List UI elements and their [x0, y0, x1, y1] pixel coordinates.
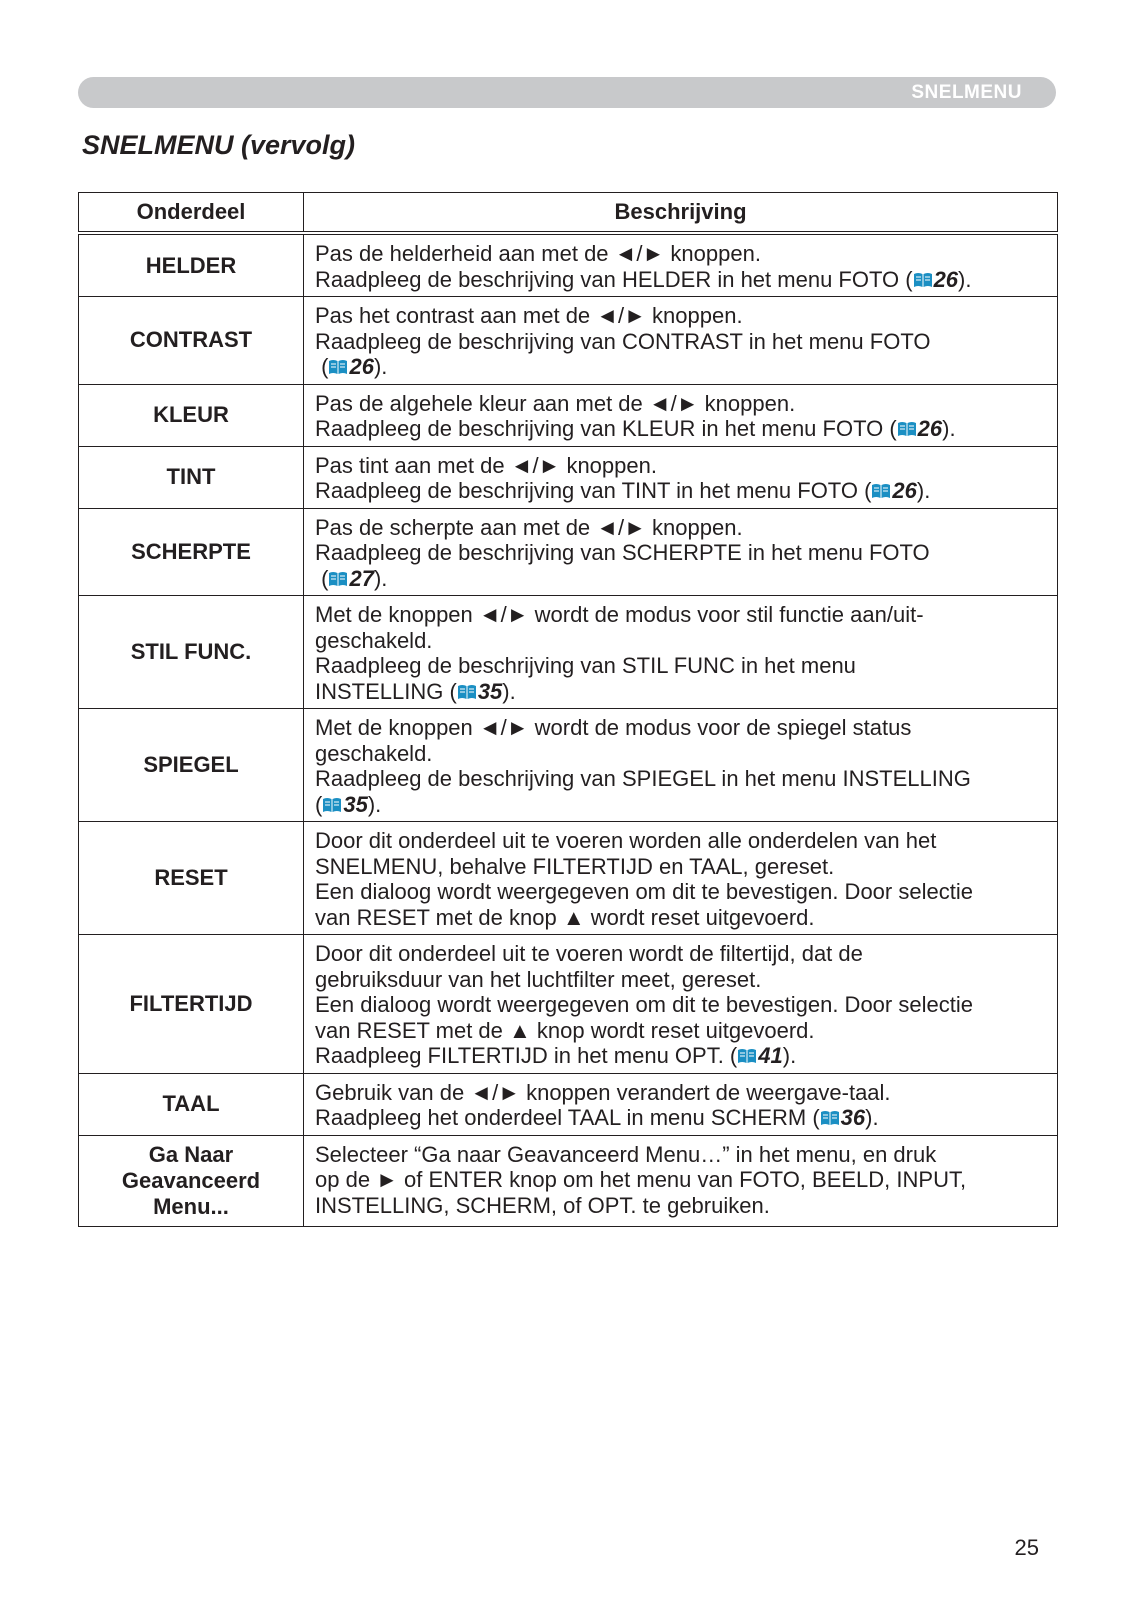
description-line	[315, 1105, 1047, 1131]
description-text: Pas de helderheid aan met de ◄/► knoppen.	[315, 241, 761, 266]
item-name: TAAL	[79, 1073, 304, 1135]
description-line	[315, 515, 1047, 541]
description-line	[315, 715, 1047, 741]
description-line	[315, 905, 1047, 931]
section-label: SNELMENU	[911, 82, 1022, 103]
description-line	[315, 303, 1047, 329]
page-reference: 26	[892, 478, 917, 503]
description-text: ).	[958, 266, 972, 292]
description-text: Pas het contrast aan met de ◄/► knoppen.	[315, 303, 743, 328]
description-line	[315, 1193, 1047, 1219]
description-line	[315, 1018, 1047, 1044]
description-line	[315, 792, 1047, 818]
book-reference-icon	[897, 418, 917, 436]
book-reference-icon	[322, 794, 342, 812]
description-text: ).	[942, 416, 956, 441]
item-name: CONTRAST	[79, 297, 304, 385]
description-text: INSTELLING, SCHERM, of OPT. te gebruiken.	[315, 1192, 770, 1218]
description-text: Een dialoog wordt weergegeven om dit te bevestigen. Door selectie	[315, 879, 973, 904]
book-reference-icon	[457, 681, 477, 699]
book-reference-icon	[820, 1107, 840, 1125]
book-reference-icon	[328, 568, 348, 586]
description-text: Door dit onderdeel uit te voeren wordt de filtertijd, dat de	[315, 941, 863, 966]
item-description	[304, 297, 1058, 385]
description-text: Raadpleeg de beschrijving van TINT in het menu FOTO (	[315, 478, 872, 503]
description-line	[315, 679, 1047, 705]
description-text: ).	[916, 478, 931, 503]
table-row	[79, 709, 1058, 822]
item-name: SCHERPTE	[79, 508, 304, 596]
table-row	[79, 1135, 1058, 1226]
item-name: FILTERTIJD	[79, 935, 304, 1074]
item-description	[304, 596, 1058, 709]
item-description	[304, 508, 1058, 596]
item-name-line: Menu...	[153, 1193, 229, 1219]
description-line	[315, 741, 1047, 767]
description-text: INSTELLING (	[315, 678, 457, 704]
item-name: SPIEGEL	[79, 709, 304, 822]
description-line	[315, 992, 1047, 1018]
description-line	[315, 267, 1047, 293]
table-row	[79, 822, 1058, 935]
description-text: Pas de algehele kleur aan met de ◄/► knoppen.	[315, 390, 796, 416]
item-name-line: Ga Naar	[148, 1141, 234, 1167]
description-line	[315, 453, 1047, 479]
description-text: Raadpleeg de beschrijving van SPIEGEL in het menu INSTELLING	[315, 766, 971, 791]
table-row	[79, 935, 1058, 1074]
description-line	[315, 653, 1047, 679]
description-text: ).	[865, 1105, 879, 1130]
page-title: SNELMENU (vervolg)	[82, 130, 356, 160]
description-text: ).	[782, 1043, 797, 1068]
description-text: op de ► of ENTER knop om het menu van FOTO, BEELD, INPUT,	[315, 1167, 967, 1192]
description-text: (	[315, 354, 329, 379]
description-text: Met de knoppen ◄/► wordt de modus voor stil functie aan/uit-	[315, 602, 924, 627]
description-text: Selecteer “Ga naar Geavanceerd Menu…” in het menu, en druk	[315, 1141, 937, 1167]
table-row	[79, 297, 1058, 385]
description-line	[315, 941, 1047, 967]
item-name: TINT	[79, 446, 304, 508]
column-header-description: Beschrijving	[304, 193, 1058, 234]
description-line	[315, 766, 1047, 792]
table-row	[79, 384, 1058, 446]
description-text: van RESET met de ▲ knop wordt reset uitgevoerd.	[315, 1017, 815, 1043]
description-line	[315, 241, 1047, 267]
table-row	[79, 596, 1058, 709]
item-description	[304, 446, 1058, 508]
book-reference-icon	[737, 1045, 757, 1063]
table-row	[79, 1073, 1058, 1135]
page-reference: 35	[477, 678, 503, 704]
item-description	[304, 233, 1058, 297]
description-line	[315, 329, 1047, 355]
book-reference-icon	[871, 480, 891, 498]
table-row	[79, 233, 1058, 297]
item-description	[304, 822, 1058, 935]
description-text: Pas tint aan met de ◄/► knoppen.	[315, 452, 657, 478]
page-reference: 35	[343, 791, 368, 817]
description-text: ).	[367, 791, 382, 817]
description-line	[315, 1043, 1047, 1069]
description-line	[315, 879, 1047, 905]
description-line	[315, 828, 1047, 854]
description-text: Raadpleeg de beschrijving van SCHERPTE in het menu FOTO	[315, 540, 930, 565]
description-text: Raadpleeg FILTERTIJD in het menu OPT. (	[315, 1043, 738, 1068]
page-reference: 26	[349, 354, 374, 379]
description-text: Raadpleeg de beschrijving van STIL FUNC in het menu	[315, 653, 856, 678]
description-text: van RESET met de knop ▲ wordt reset uitgevoerd.	[315, 904, 815, 930]
description-line	[315, 566, 1047, 592]
description-text: geschakeld.	[315, 740, 433, 766]
section-header-bar	[78, 77, 1056, 108]
description-text: (	[315, 791, 323, 817]
item-name: KLEUR	[79, 384, 304, 446]
table-header-row	[79, 193, 1058, 234]
description-text: Raadpleeg de beschrijving van KLEUR in het menu FOTO (	[315, 416, 897, 441]
page-number: 25	[1014, 1535, 1039, 1560]
item-description	[304, 1135, 1058, 1226]
description-line	[315, 478, 1047, 504]
description-text: Raadpleeg het onderdeel TAAL in menu SCHERM (	[315, 1105, 820, 1130]
description-text: ).	[373, 354, 388, 379]
description-line	[315, 1167, 1047, 1193]
description-text: gebruiksduur van het luchtfilter meet, gereset.	[315, 966, 762, 992]
description-line	[315, 967, 1047, 993]
description-text: Gebruik van de ◄/► knoppen verandert de weergave-taal.	[315, 1079, 891, 1105]
item-description	[304, 384, 1058, 446]
description-line	[315, 1142, 1047, 1168]
page-reference: 26	[933, 266, 959, 292]
description-text: geschakeld.	[315, 627, 433, 653]
description-text: Raadpleeg de beschrijving van HELDER in het menu FOTO (	[315, 266, 913, 292]
book-reference-icon	[328, 356, 348, 374]
description-text: (	[315, 565, 329, 591]
table-row	[79, 446, 1058, 508]
description-text: Pas de scherpte aan met de ◄/► knoppen.	[315, 514, 743, 540]
description-text: SNELMENU, behalve FILTERTIJD en TAAL, gereset.	[315, 853, 835, 879]
page-reference: 41	[758, 1043, 783, 1068]
description-text: ).	[502, 678, 516, 704]
description-line	[315, 602, 1047, 628]
page-reference: 27	[349, 565, 374, 591]
table-body	[79, 233, 1058, 1226]
item-name: RESET	[79, 822, 304, 935]
page-reference: 26	[917, 416, 943, 441]
description-line	[315, 391, 1047, 417]
description-text: Met de knoppen ◄/► wordt de modus voor de spiegel status	[315, 715, 912, 740]
description-line	[315, 540, 1047, 566]
book-reference-icon	[913, 269, 933, 287]
item-description	[304, 1073, 1058, 1135]
description-line	[315, 628, 1047, 654]
table-row	[79, 508, 1058, 596]
item-description	[304, 709, 1058, 822]
description-text: ).	[373, 565, 388, 591]
page-reference: 36	[840, 1105, 866, 1130]
description-line	[315, 354, 1047, 380]
description-text: Een dialoog wordt weergegeven om dit te bevestigen. Door selectie	[315, 992, 973, 1017]
description-line	[315, 416, 1047, 442]
menu-table	[78, 192, 1058, 1227]
item-description	[304, 935, 1058, 1074]
item-name-line: Geavanceerd	[121, 1167, 261, 1193]
description-line	[315, 1080, 1047, 1106]
item-name: HELDER	[79, 233, 304, 297]
item-name	[79, 1135, 304, 1226]
description-text: Door dit onderdeel uit te voeren worden alle onderdelen van het	[315, 828, 937, 853]
description-text: Raadpleeg de beschrijving van CONTRAST in het menu FOTO	[315, 328, 931, 354]
column-header-item: Onderdeel	[79, 193, 304, 234]
item-name: STIL FUNC.	[79, 596, 304, 709]
description-line	[315, 854, 1047, 880]
